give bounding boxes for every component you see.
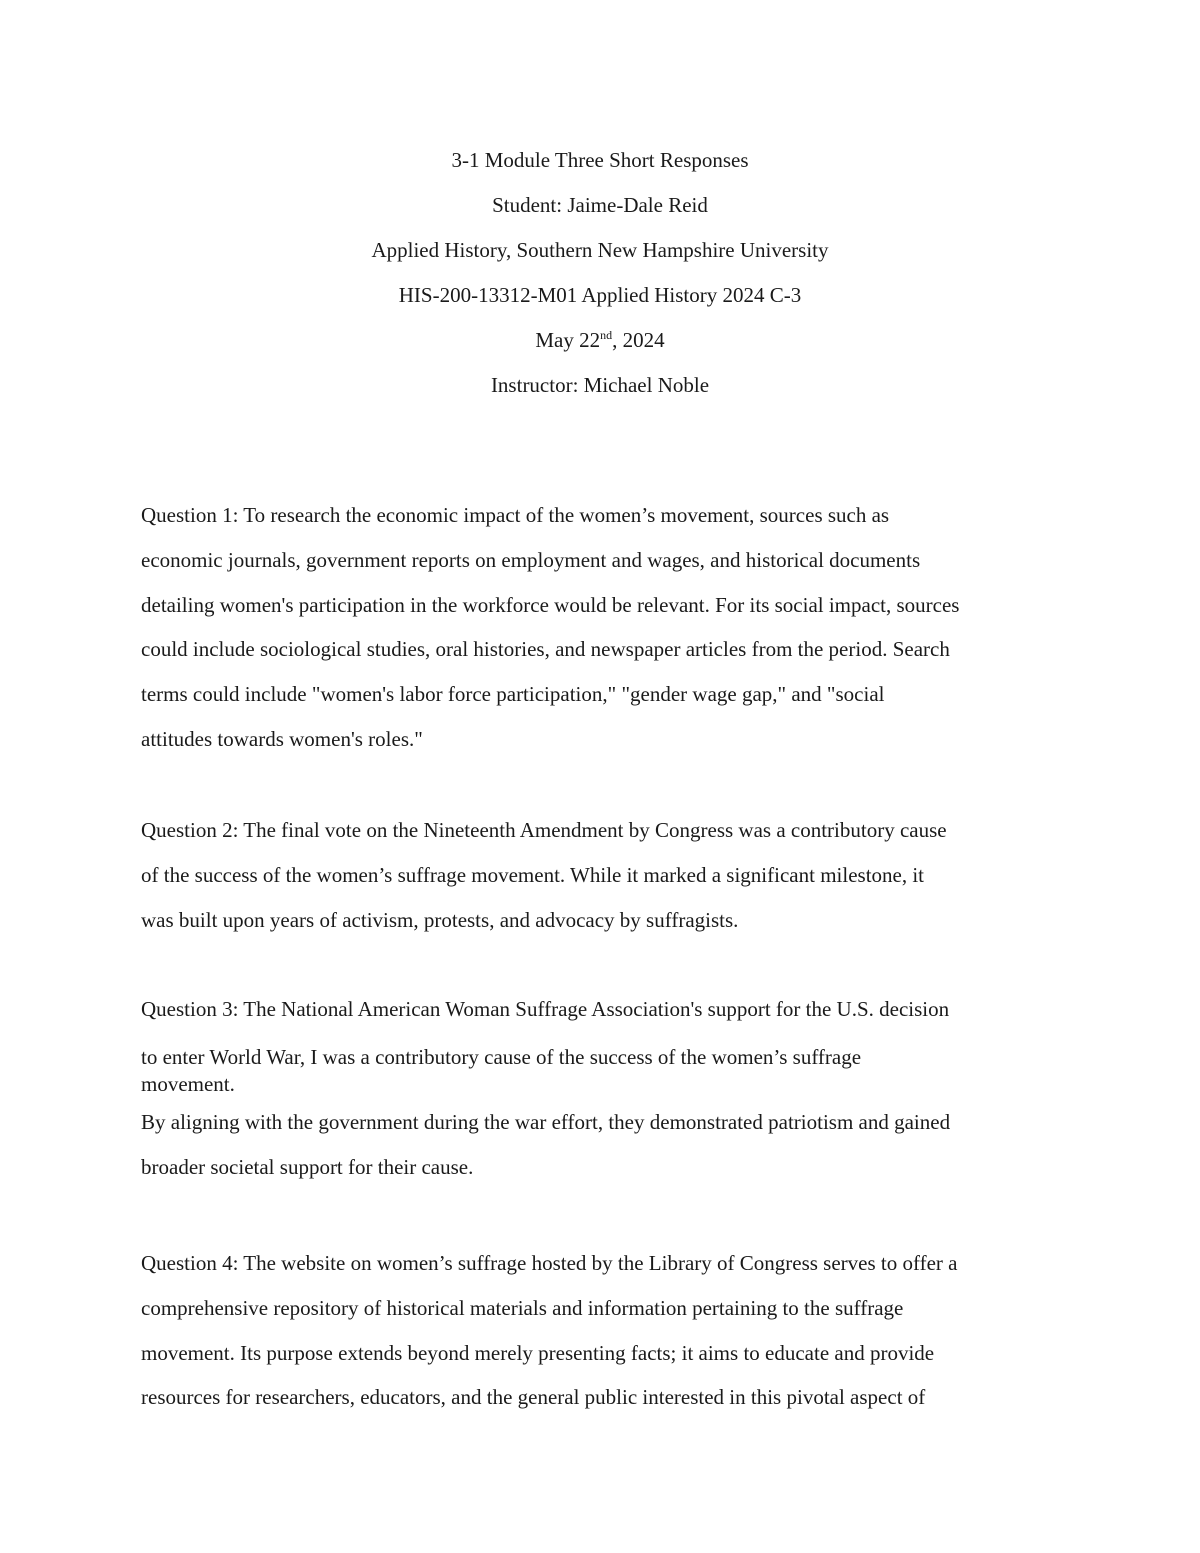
document-title: 3-1 Module Three Short Responses [451,148,749,172]
paragraph-line: detailing women's participation in the workforce would be relevant. For its social impact, sources [141,592,960,617]
course-code: HIS-200-13312-M01 Applied History 2024 C-3 [398,283,802,307]
paragraph-line: broader societal support for their cause. [141,1154,474,1179]
date-main: May 22 [535,328,601,352]
question-4-paragraph [141,1241,1061,1420]
paragraph-line: movement. [141,1071,235,1096]
paragraph-line: was built upon years of activism, protests, and advocacy by suffragists. [141,907,739,932]
question-1-paragraph [141,493,1061,762]
paragraph-line: Question 2: The final vote on the Nineteenth Amendment by Congress was a contributory cause [141,818,947,842]
document-header [0,138,1200,408]
question-3-paragraph [141,987,1061,1189]
paragraph-line: economic journals, government reports on employment and wages, and historical documents [141,547,921,572]
instructor-name: Instructor: Michael Noble [490,373,710,397]
paragraph-line: could include sociological studies, oral histories, and newspaper articles from the period. Search [141,637,950,662]
paragraph-line: to enter World War, I was a contributory cause of the success of the women’s suffrage [141,1044,862,1069]
paragraph-line: of the success of the women’s suffrage movement. While it marked a significant milestone, it [141,862,925,887]
paragraph-line: Question 1: To research the economic impact of the women’s movement, sources such as [141,503,890,527]
paragraph-line: resources for researchers, educators, and the general public interested in this pivotal aspect of [141,1385,926,1410]
paragraph-line: By aligning with the government during the war effort, they demonstrated patriotism and gained [141,1109,951,1134]
date-year: , 2024 [612,328,665,352]
paragraph-line: comprehensive repository of historical materials and information pertaining to the suffrage [141,1295,904,1320]
student-name: Student: Jaime-Dale Reid [492,193,708,217]
program-name: Applied History, Southern New Hampshire University [371,238,829,262]
question-2-paragraph [141,808,1061,942]
paragraph-line: Question 3: The National American Woman Suffrage Association's support for the U.S. decision [141,997,950,1021]
submission-date [0,318,1200,363]
paragraph-line: Question 4: The website on women’s suffrage hosted by the Library of Congress serves to offer a [141,1251,958,1275]
date-ordinal: nd [600,328,613,342]
paragraph-line: terms could include "women's labor force participation," "gender wage gap," and "social [141,682,885,707]
paragraph-line: attitudes towards women's roles." [141,726,423,751]
paragraph-line: movement. Its purpose extends beyond merely presenting facts; it aims to educate and provide [141,1340,935,1365]
